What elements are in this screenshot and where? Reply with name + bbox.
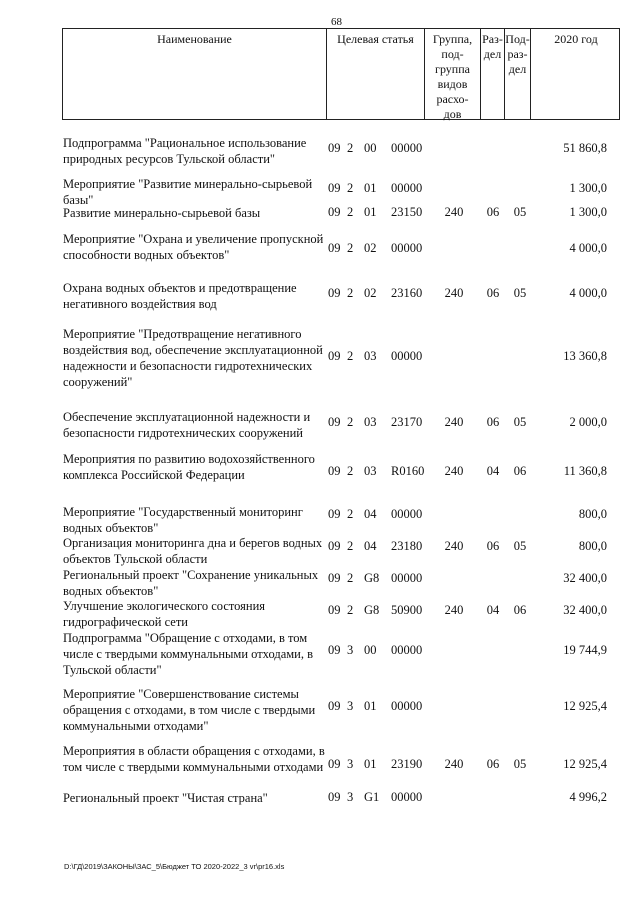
cell-v: 13 360,8	[563, 349, 607, 363]
cell-b: 2	[347, 181, 354, 195]
cell-g: 240	[444, 205, 464, 219]
header-name: Наименование	[63, 29, 327, 119]
row-name: Улучшение экологического состояния гидрографической сети	[63, 599, 266, 629]
cell-ss: 06	[513, 464, 527, 478]
cell-c: 02	[364, 241, 377, 255]
table-header	[62, 28, 620, 120]
cell-s: 06	[486, 286, 500, 300]
cell-v: 1 300,0	[569, 205, 607, 219]
cell-b: 2	[347, 603, 354, 617]
cell-c: G1	[364, 790, 380, 804]
cell-d: 00000	[391, 349, 423, 363]
cell-a: 09	[328, 464, 341, 478]
cell-a: 09	[328, 205, 341, 219]
cell-c: G8	[364, 571, 380, 585]
cell-c: 02	[364, 286, 377, 300]
cell-ss: 06	[513, 603, 527, 617]
cell-b: 2	[347, 571, 354, 585]
cell-d: 23170	[391, 415, 423, 429]
row-name: Мероприятия по развитию водохозяйственного комплекса Российской Федерации	[63, 452, 315, 482]
header-year: 2020 год	[554, 32, 598, 46]
cell-a: 09	[328, 415, 341, 429]
cell-a: 09	[328, 571, 341, 585]
cell-a: 09	[328, 286, 341, 300]
cell-c: 04	[364, 507, 377, 521]
cell-a: 09	[328, 699, 341, 713]
cell-v: 32 400,0	[563, 603, 607, 617]
cell-d: 00000	[391, 790, 423, 804]
row-name: Развитие минерально-сырьевой базы	[63, 206, 261, 220]
cell-v: 800,0	[578, 539, 607, 553]
cell-b: 2	[347, 507, 354, 521]
row-name: Подпрограмма "Обращение с отходами, в том числе с твердыми коммунальными отходами, в Тульской области"	[63, 631, 314, 677]
cell-b: 2	[347, 415, 354, 429]
cell-c: 01	[364, 699, 377, 713]
cell-b: 2	[347, 286, 354, 300]
header-group: Группа, под- группа видов расхо- дов	[425, 29, 481, 119]
cell-a: 09	[328, 507, 341, 521]
cell-a: 09	[328, 757, 341, 771]
cell-c: 01	[364, 757, 377, 771]
cell-ss: 05	[513, 539, 527, 553]
cell-b: 2	[347, 539, 354, 553]
cell-c: 01	[364, 205, 377, 219]
page-number: 68	[331, 16, 342, 28]
cell-g: 240	[444, 603, 464, 617]
row-name: Обеспечение эксплуатационной надежности и безопасности гидротехнических сооружений	[63, 410, 311, 440]
cell-c: G8	[364, 603, 380, 617]
cell-a: 09	[328, 790, 341, 804]
cell-c: 00	[364, 643, 377, 657]
cell-b: 3	[347, 757, 354, 771]
cell-s: 06	[486, 539, 500, 553]
cell-v: 1 300,0	[569, 181, 607, 195]
cell-c: 04	[364, 539, 377, 553]
cell-v: 4 996,2	[569, 790, 607, 804]
cell-g: 240	[444, 539, 464, 553]
row-name: Организация мониторинга дна и берегов водных объектов Тульской области	[63, 536, 323, 566]
cell-d: 23160	[391, 286, 423, 300]
row-name: Мероприятие "Предотвращение негативного воздействия вод, обеспечение эксплуатационной надежности и безопасности гидротехнических сооружений"	[63, 327, 323, 389]
cell-v: 32 400,0	[563, 571, 607, 585]
cell-v: 4 000,0	[569, 241, 607, 255]
cell-d: 00000	[391, 181, 423, 195]
row-name: Мероприятие "Развитие минерально-сырьевой базы"	[63, 177, 313, 207]
row-name: Мероприятие "Охрана и увеличение пропускной способности водных объектов"	[63, 232, 324, 262]
cell-v: 11 360,8	[563, 464, 607, 478]
row-name: Региональный проект "Сохранение уникальных водных объектов"	[63, 568, 319, 598]
cell-v: 800,0	[578, 507, 607, 521]
cell-d: 00000	[391, 507, 423, 521]
cell-a: 09	[328, 603, 341, 617]
cell-g: 240	[444, 757, 464, 771]
row-name: Региональный проект "Чистая страна"	[63, 791, 268, 805]
cell-v: 4 000,0	[569, 286, 607, 300]
cell-s: 06	[486, 415, 500, 429]
cell-d: 23190	[391, 757, 423, 771]
cell-s: 06	[486, 757, 500, 771]
cell-ss: 05	[513, 757, 527, 771]
cell-a: 09	[328, 539, 341, 553]
cell-b: 2	[347, 241, 354, 255]
file-path-footer: D:\ГД\2019\ЗАКОНЫ\ЗАС_5\Бюджет ТО 2020-2022_3 vr\pr16.xls	[64, 862, 285, 871]
cell-d: 00000	[391, 699, 423, 713]
cell-b: 2	[347, 205, 354, 219]
row-name: Мероприятие "Государственный мониторинг водных объектов"	[63, 505, 303, 535]
cell-d: 00000	[391, 643, 423, 657]
cell-g: 240	[444, 415, 464, 429]
cell-b: 2	[347, 141, 354, 155]
row-name: Охрана водных объектов и предотвращение негативного воздействия вод	[63, 281, 297, 311]
cell-s: 04	[486, 603, 500, 617]
cell-g: 240	[444, 286, 464, 300]
cell-v: 19 744,9	[563, 643, 607, 657]
cell-a: 09	[328, 241, 341, 255]
cell-b: 3	[347, 790, 354, 804]
row-name: Подпрограмма "Рациональное использование природных ресурсов Тульской области"	[63, 136, 307, 166]
cell-ss: 05	[513, 415, 527, 429]
cell-b: 2	[347, 349, 354, 363]
row-name: Мероприятие "Совершенствование системы обращения с отходами, в том числе с твердыми коммунальными отходами"	[63, 687, 316, 733]
cell-a: 09	[328, 349, 341, 363]
cell-c: 03	[364, 349, 377, 363]
cell-c: 00	[364, 141, 377, 155]
cell-d: 50900	[391, 603, 423, 617]
cell-v: 51 860,8	[563, 141, 607, 155]
cell-c: 01	[364, 181, 377, 195]
cell-b: 2	[347, 464, 354, 478]
header-subsection: Под- раз- дел	[505, 29, 531, 119]
cell-c: 03	[364, 464, 377, 478]
cell-d: R0160	[391, 464, 425, 478]
cell-a: 09	[328, 181, 341, 195]
cell-d: 00000	[391, 571, 423, 585]
cell-a: 09	[328, 141, 341, 155]
cell-s: 04	[486, 464, 500, 478]
cell-c: 03	[364, 415, 377, 429]
cell-v: 12 925,4	[563, 699, 607, 713]
cell-ss: 05	[513, 286, 527, 300]
cell-v: 12 925,4	[563, 757, 607, 771]
cell-a: 09	[328, 643, 341, 657]
header-target: Целевая статья	[327, 29, 425, 119]
cell-b: 3	[347, 699, 354, 713]
cell-s: 06	[486, 205, 500, 219]
cell-ss: 05	[513, 205, 527, 219]
cell-b: 3	[347, 643, 354, 657]
cell-d: 23150	[391, 205, 423, 219]
header-section: Раз- дел	[481, 29, 505, 119]
row-name: Мероприятия в области обращения с отходами, в том числе с твердыми коммунальными отходами	[63, 744, 325, 774]
cell-d: 23180	[391, 539, 423, 553]
cell-d: 00000	[391, 141, 423, 155]
cell-g: 240	[444, 464, 464, 478]
cell-v: 2 000,0	[569, 415, 607, 429]
cell-d: 00000	[391, 241, 423, 255]
